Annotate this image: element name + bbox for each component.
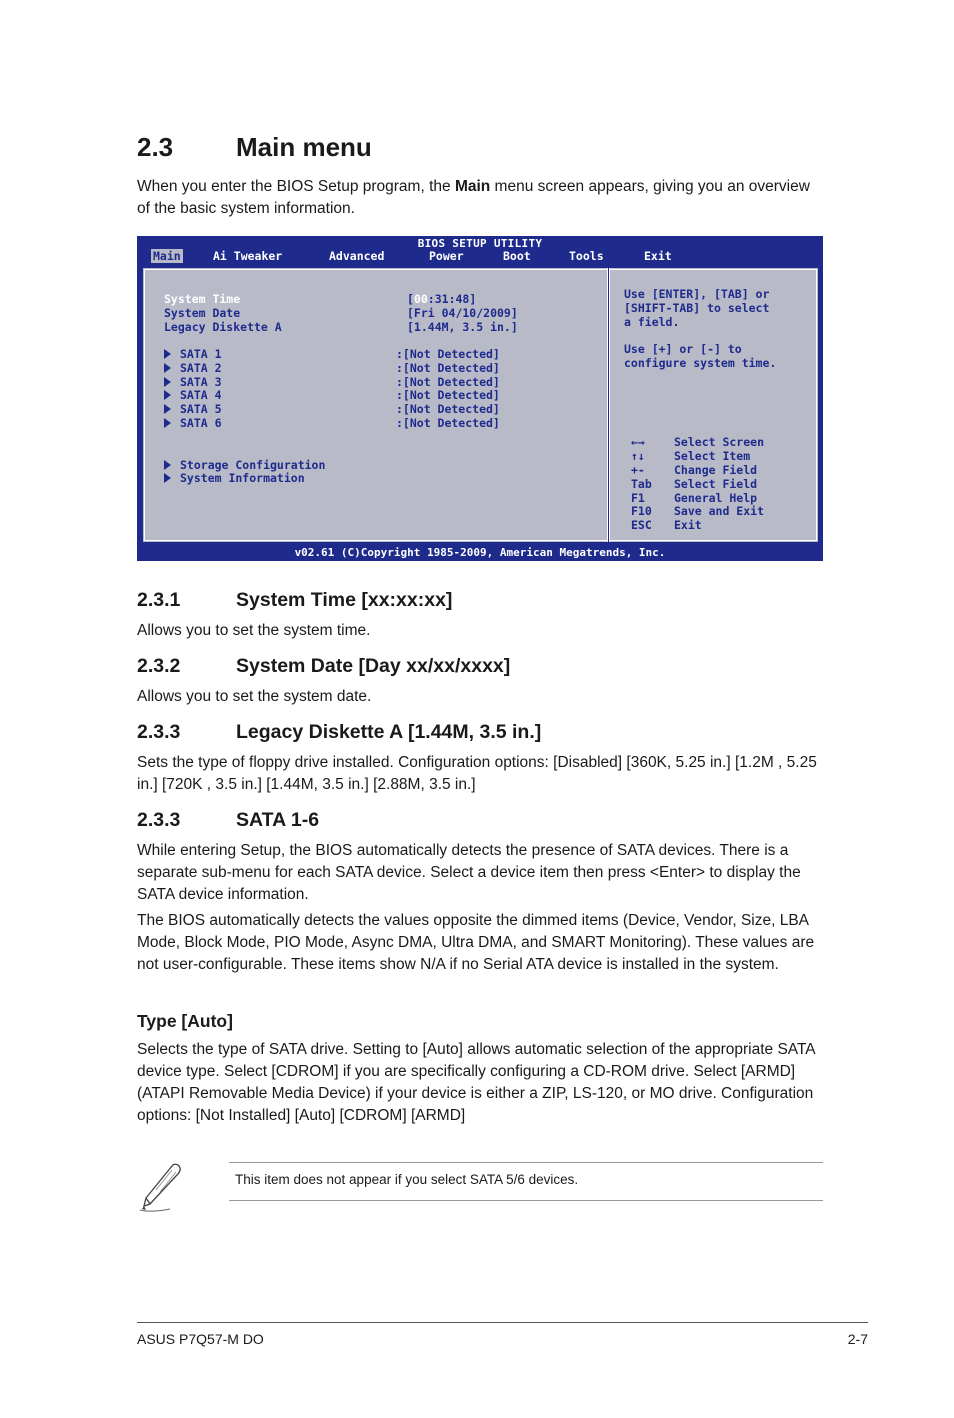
bios-value-sata-5: :[Not Detected]: [396, 402, 500, 416]
left-right-arrows-icon: ←→: [631, 435, 645, 449]
bios-menu-power[interactable]: Power: [429, 249, 464, 263]
bios-key: F10: [631, 504, 652, 518]
submenu-arrow-icon: [164, 390, 171, 400]
bios-menu-exit[interactable]: Exit: [644, 249, 672, 263]
bios-value-legacy-diskette[interactable]: [1.44M, 3.5 in.]: [407, 320, 518, 334]
section-heading: 2.3.3 Legacy Diskette A [1.44M, 3.5 in.]: [137, 721, 542, 743]
section-title: Main menu: [236, 132, 372, 162]
bios-key-action: Select Screen: [674, 435, 765, 449]
bios-help-line: configure system time.: [624, 356, 777, 370]
submenu-arrow-icon: [164, 473, 171, 483]
submenu-arrow-icon: [164, 349, 171, 359]
bios-menu-ai-tweaker[interactable]: Ai Tweaker: [213, 249, 283, 263]
bios-panel-divider: [607, 268, 610, 542]
bios-key: F1: [631, 491, 645, 505]
up-down-arrows-icon: ↑↓: [631, 449, 645, 463]
bios-menu-tools[interactable]: Tools: [569, 249, 604, 263]
submenu-arrow-icon: [164, 404, 171, 414]
bios-row-sata-5[interactable]: SATA 5: [164, 402, 222, 416]
bios-menu-boot[interactable]: Boot: [503, 249, 531, 263]
bios-value-sata-6: :[Not Detected]: [396, 416, 500, 430]
submenu-arrow-icon: [164, 418, 171, 428]
bios-key-action: Select Field: [674, 477, 758, 491]
bios-body-panel: [141, 266, 820, 544]
section-heading: 2.3.1 System Time [xx:xx:xx]: [137, 589, 453, 611]
bios-row-sata-4[interactable]: SATA 4: [164, 388, 222, 402]
bios-value-system-date[interactable]: [Fri 04/10/2009]: [407, 306, 518, 320]
footer-rule: [137, 1322, 868, 1323]
bios-key: +-: [631, 463, 645, 477]
pen-icon: [136, 1160, 184, 1212]
bios-row-system-date[interactable]: System Date: [164, 306, 241, 320]
bios-help-line: Use [+] or [-] to: [624, 342, 742, 356]
section-number: 2.3: [137, 132, 174, 162]
bios-row-legacy-diskette[interactable]: Legacy Diskette A: [164, 320, 282, 334]
bios-title: BIOS SETUP UTILITY: [417, 237, 543, 250]
note-text: This item does not appear if you select SATA 5/6 devices.: [235, 1172, 579, 1187]
bios-value-sata-3: :[Not Detected]: [396, 375, 500, 389]
note-bottom-rule: [229, 1200, 823, 1201]
bios-key-action: General Help: [674, 491, 758, 505]
bios-row-sata-3[interactable]: SATA 3: [164, 375, 222, 389]
submenu-arrow-icon: [164, 363, 171, 373]
bios-help-line: a field.: [624, 315, 680, 329]
bios-menu-main[interactable]: Main: [153, 249, 181, 263]
section-body: While entering Setup, the BIOS automatically detects the presence of SATA devices. There is a separate sub-menu for each SATA device. Select a device item then press <Enter> to display the SATA device information.: [137, 842, 801, 903]
section-body: Sets the type of floppy drive installed. Configuration options: [Disabled] [360K, 5.25 in.] [1.2M , 5.25 in.] [720K , 3.5 in.] [1.44M, 3.5 in.] [2.88M, 3.5 in.]: [137, 754, 817, 793]
section-body: Allows you to set the system time.: [137, 622, 371, 639]
subsection-body: Selects the type of SATA drive. Setting to [Auto] allows automatic selection of the appropriate SATA device type. Select [CDROM] if you are specifically configuring a CD-ROM drive. Select [ARMD] (ATAPI Removable Media Device) if your device is either a ZIP, LS-120, or MO drive. Configuration options: [Not Installed] [Auto] [CDROM] [ARMD]: [137, 1041, 815, 1124]
footer-page-number: 2-7: [847, 1331, 868, 1347]
bios-key: Tab: [631, 477, 652, 491]
bios-screen: [137, 236, 823, 561]
bios-row-system-time[interactable]: System Time: [164, 292, 241, 306]
bios-copyright: v02.61 (C)Copyright 1985-2009, American Megatrends, Inc.: [294, 546, 666, 559]
section-body: The BIOS automatically detects the values opposite the dimmed items (Device, Vendor, Size, LBA Mode, Block Mode, PIO Mode, Async DMA, Ultra DMA, and SMART Monitoring). These values are not user-configurable. These items show N/A if no Serial ATA device is installed in the system.: [137, 912, 815, 973]
bios-key-action: Select Item: [674, 449, 751, 463]
footer-product: ASUS P7Q57-M DO: [137, 1331, 264, 1347]
bios-value-sata-1: :[Not Detected]: [396, 347, 500, 361]
subsection-heading: Type [Auto]: [137, 1011, 233, 1031]
submenu-arrow-icon: [164, 460, 171, 470]
bios-value-sata-2: :[Not Detected]: [396, 361, 500, 375]
intro-paragraph: When you enter the BIOS Setup program, the Main menu screen appears, giving you an overview of the basic system information.: [137, 178, 810, 217]
bios-key-action: Save and Exit: [674, 504, 765, 518]
bios-help-line: [SHIFT-TAB] to select: [624, 301, 770, 315]
bios-key-action: Change Field: [674, 463, 758, 477]
page-title: [137, 132, 372, 163]
submenu-arrow-icon: [164, 377, 171, 387]
section-body: Allows you to set the system date.: [137, 688, 372, 705]
bios-help-line: Use [ENTER], [TAB] or: [624, 287, 770, 301]
bios-row-sata-1[interactable]: SATA 1: [164, 347, 222, 361]
section-heading: 2.3.3 SATA 1-6: [137, 809, 320, 831]
bios-key-action: Exit: [674, 518, 702, 532]
bios-row-sata-6[interactable]: SATA 6: [164, 416, 222, 430]
section-heading: 2.3.2 System Date [Day xx/xx/xxxx]: [137, 655, 511, 677]
bios-menu-advanced[interactable]: Advanced: [329, 249, 385, 263]
bios-key: ESC: [631, 518, 652, 532]
bios-row-system-information[interactable]: System Information: [164, 471, 305, 485]
bios-value-sata-4: :[Not Detected]: [396, 388, 500, 402]
bios-row-sata-2[interactable]: SATA 2: [164, 361, 222, 375]
note-top-rule: [229, 1162, 823, 1163]
bios-value-system-time[interactable]: [00:31:48]: [407, 292, 477, 306]
bios-row-storage-configuration[interactable]: Storage Configuration: [164, 458, 325, 472]
